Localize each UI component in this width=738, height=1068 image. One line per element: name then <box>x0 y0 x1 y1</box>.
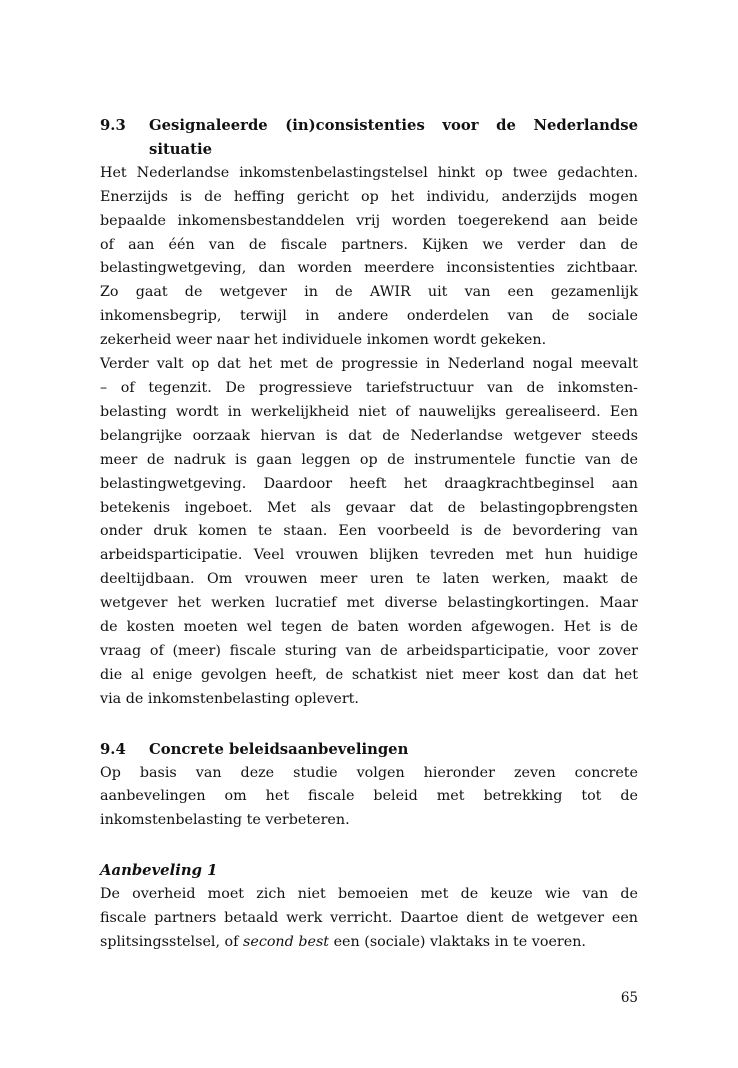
text-line: belangrijke oorzaak hiervan is dat de Nederlandse wetgever steeds <box>100 427 638 444</box>
text-line: – of tegenzit. De progressieve tariefstructuur van de inkomsten- <box>100 379 638 396</box>
text-line: arbeidsparticipatie. Veel vrouwen blijken tevreden met hun huidige <box>100 547 638 564</box>
text-line: Het Nederlandse inkomstenbelastingstelsel hinkt op twee gedachten. <box>100 164 638 181</box>
recommendation-1-text <box>100 883 638 955</box>
text-line: Zo gaat de wetgever in de AWIR uit van een gezamenlijk <box>100 284 638 301</box>
section-9-4-heading <box>100 738 638 762</box>
text-line: bepaalde inkomensbestanddelen vrij worden toegerekend aan beide <box>100 212 638 229</box>
text-line: de kosten moeten wel tegen de baten worden afgewogen. Het is de <box>100 619 638 636</box>
text-line: meer de nadruk is gaan leggen op de instrumentele functie van de <box>100 451 638 468</box>
text-line: belastingwetgeving. Daardoor heeft het draagkrachtbeginsel aan <box>100 475 638 492</box>
text-line: zekerheid weer naar het individuele inkomen wordt gekeken. <box>100 332 547 349</box>
text-line <box>100 931 638 955</box>
text-line: vraag of (meer) fiscale sturing van de arbeidsparticipatie, voor zover <box>100 642 638 659</box>
text-line: onder druk komen te staan. Een voorbeeld is de bevordering van <box>100 523 638 540</box>
section-9-3-paragraph-1 <box>100 162 638 353</box>
text-line: betekenis ingeboet. Met als gevaar dat de belastingopbrengsten <box>100 499 638 516</box>
text-line: belastingwetgeving, dan worden meerdere inconsistenties zichtbaar. <box>100 260 638 277</box>
text-line: of aan één van de fiscale partners. Kijken we verder dan de <box>100 236 638 253</box>
section-9-3-heading <box>100 114 638 138</box>
section-9-3-paragraph-2 <box>100 353 638 712</box>
text-span: splitsingsstelsel, of <box>100 934 244 950</box>
text-line: deeltijdbaan. Om vrouwen meer uren te laten werken, maakt de <box>100 571 638 588</box>
section-title: Concrete beleidsaanbevelingen <box>149 740 409 758</box>
text-span: een (sociale) vlaktaks in te voeren. <box>329 934 586 950</box>
text-line: De overheid moet zich niet bemoeien met de keuze wie van de <box>100 886 638 903</box>
section-number: 9.3 <box>100 117 126 134</box>
text-line: aanbevelingen om het fiscale beleid met betrekking tot de <box>100 788 638 805</box>
text-line: Op basis van deze studie volgen hieronder zeven concrete <box>100 764 638 781</box>
text-line: fiscale partners betaald werk verricht. Daartoe dient de wetgever een <box>100 910 638 927</box>
section-number: 9.4 <box>100 740 126 758</box>
page-number: 65 <box>620 990 638 1006</box>
recommendation-1-title: Aanbeveling 1 <box>100 862 218 880</box>
text-line: wetgever het werken lucratief met diverse belastingkortingen. Maar <box>100 595 638 612</box>
page-content <box>100 114 638 955</box>
text-line: inkomstenbelasting te verbeteren. <box>100 812 350 829</box>
text-line: via de inkomstenbelasting oplevert. <box>100 690 359 707</box>
emphasis-text: second best <box>243 934 330 950</box>
text-line: Enerzijds is de heffing gericht op het individu, anderzijds mogen <box>100 188 638 205</box>
section-9-4-paragraph-1 <box>100 762 638 834</box>
text-line: Verder valt op dat het met de progressie in Nederland nogal meevalt <box>100 356 638 373</box>
section-9-3-heading-cont <box>100 138 638 162</box>
section-title-cont: situatie <box>149 140 213 158</box>
text-line: inkomensbegrip, terwijl in andere onderdelen van de sociale <box>100 308 638 325</box>
text-line: belasting wordt in werkelijkheid niet of nauwelijks gerealiseerd. Een <box>100 403 638 420</box>
text-line: die al enige gevolgen heeft, de schatkist niet meer kost dan dat het <box>100 666 638 683</box>
section-title: Gesignaleerde (in)consistenties voor de Nederlandse <box>149 117 638 134</box>
